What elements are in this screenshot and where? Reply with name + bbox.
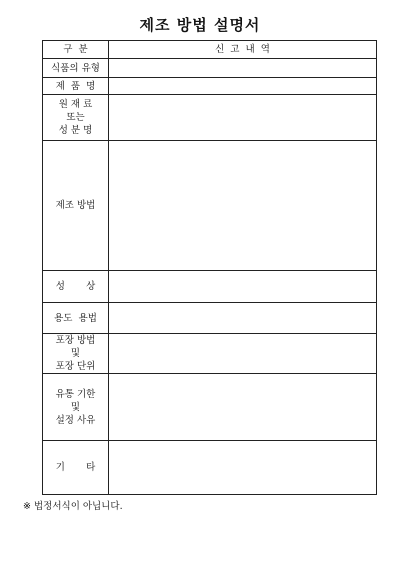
header-row: [43, 41, 377, 59]
properties-label: 성 상: [43, 271, 109, 303]
other-label: 기 타: [43, 441, 109, 495]
product-name-label: 제 품 명: [43, 78, 109, 95]
row-product-name: [43, 78, 377, 95]
usage-value[interactable]: [109, 303, 377, 334]
manufacturing-method-value[interactable]: [109, 141, 377, 271]
row-usage: [43, 303, 377, 334]
row-ingredients: [43, 95, 377, 141]
row-other: [43, 441, 377, 495]
document-title: 제조 방법 설명서: [139, 16, 261, 34]
header-declaration-cell: 신 고 내 역: [109, 41, 377, 59]
product-name-value[interactable]: [109, 78, 377, 95]
packaging-value[interactable]: [109, 334, 377, 374]
food-type-label: 식품의 유형: [43, 59, 109, 78]
row-properties: [43, 271, 377, 303]
other-value[interactable]: [109, 441, 377, 495]
manufacturing-method-label: 제조 방법: [43, 141, 109, 271]
row-manufacturing-method: [43, 141, 377, 271]
declaration-table: [42, 40, 377, 495]
footnote: ※ 법정서식이 아닙니다.: [23, 501, 123, 512]
ingredients-label: 원 재 료 또는 성 분 명: [43, 95, 109, 141]
header-category-cell: 구 분: [43, 41, 109, 59]
ingredients-value[interactable]: [109, 95, 377, 141]
row-food-type: [43, 59, 377, 78]
row-packaging: [43, 334, 377, 374]
food-type-value[interactable]: [109, 59, 377, 78]
properties-value[interactable]: [109, 271, 377, 303]
packaging-label: 포장 방법 및 포장 단위: [43, 334, 109, 374]
row-shelf-life: [43, 374, 377, 441]
shelf-life-label: 유통 기한 및 설정 사유: [43, 374, 109, 441]
usage-label: 용도 용법: [43, 303, 109, 334]
shelf-life-value[interactable]: [109, 374, 377, 441]
